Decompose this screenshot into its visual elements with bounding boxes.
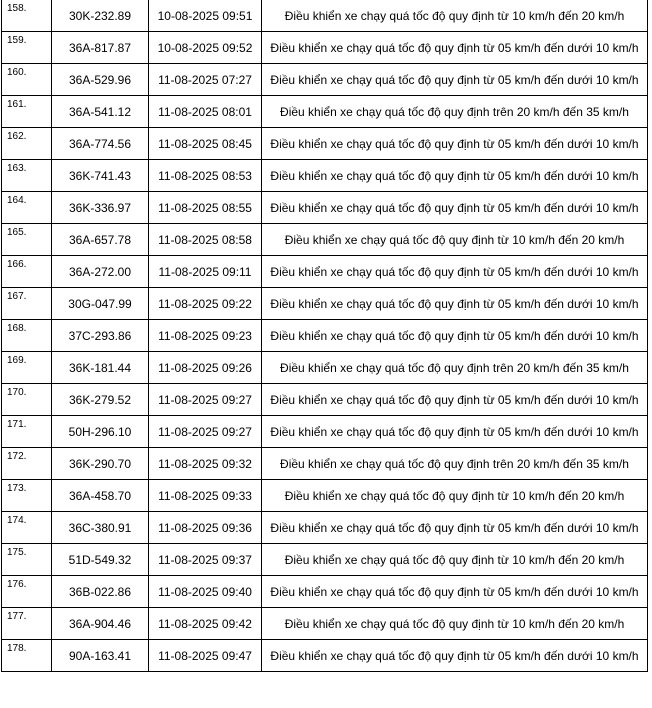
violation-description-cell: Điều khiển xe chạy quá tốc độ quy định từ 05 km/h đến dưới 10 km/h (262, 192, 648, 224)
row-number-cell: 176. (2, 576, 52, 608)
table-row (2, 384, 648, 416)
violations-table-body (2, 0, 648, 672)
violation-time-cell: 11-08-2025 07:27 (149, 64, 262, 96)
row-number-cell: 171. (2, 416, 52, 448)
violation-description-cell: Điều khiển xe chạy quá tốc độ quy định từ 10 km/h đến 20 km/h (262, 544, 648, 576)
violation-time-cell: 11-08-2025 09:40 (149, 576, 262, 608)
violation-description-cell: Điều khiển xe chạy quá tốc độ quy định trên 20 km/h đến 35 km/h (262, 96, 648, 128)
violation-time-cell: 11-08-2025 09:47 (149, 640, 262, 672)
violation-time-cell: 11-08-2025 09:23 (149, 320, 262, 352)
violation-description-cell: Điều khiển xe chạy quá tốc độ quy định từ 05 km/h đến dưới 10 km/h (262, 640, 648, 672)
violation-description-cell: Điều khiển xe chạy quá tốc độ quy định từ 05 km/h đến dưới 10 km/h (262, 256, 648, 288)
row-number-cell: 173. (2, 480, 52, 512)
violation-time-cell: 11-08-2025 08:58 (149, 224, 262, 256)
license-plate-cell: 37C-293.86 (52, 320, 149, 352)
license-plate-cell: 36K-181.44 (52, 352, 149, 384)
row-number-cell: 159. (2, 32, 52, 64)
violation-description-cell: Điều khiển xe chạy quá tốc độ quy định từ 10 km/h đến 20 km/h (262, 608, 648, 640)
violation-time-cell: 11-08-2025 08:55 (149, 192, 262, 224)
row-number-cell: 172. (2, 448, 52, 480)
violation-description-cell: Điều khiển xe chạy quá tốc độ quy định từ 05 km/h đến dưới 10 km/h (262, 384, 648, 416)
license-plate-cell: 36C-380.91 (52, 512, 149, 544)
row-number-cell: 177. (2, 608, 52, 640)
row-number-cell: 175. (2, 544, 52, 576)
table-row (2, 160, 648, 192)
violations-table (1, 0, 648, 672)
violation-description-cell: Điều khiển xe chạy quá tốc độ quy định từ 10 km/h đến 20 km/h (262, 224, 648, 256)
row-number-cell: 158. (2, 0, 52, 32)
table-row (2, 480, 648, 512)
table-row (2, 64, 648, 96)
row-number-cell: 162. (2, 128, 52, 160)
license-plate-cell: 36A-529.96 (52, 64, 149, 96)
license-plate-cell: 36K-279.52 (52, 384, 149, 416)
row-number-cell: 160. (2, 64, 52, 96)
license-plate-cell: 36B-022.86 (52, 576, 149, 608)
license-plate-cell: 51D-549.32 (52, 544, 149, 576)
license-plate-cell: 36A-657.78 (52, 224, 149, 256)
table-row (2, 608, 648, 640)
violation-description-cell: Điều khiển xe chạy quá tốc độ quy định từ 05 km/h đến dưới 10 km/h (262, 32, 648, 64)
violation-time-cell: 11-08-2025 09:26 (149, 352, 262, 384)
license-plate-cell: 90A-163.41 (52, 640, 149, 672)
license-plate-cell: 36A-904.46 (52, 608, 149, 640)
license-plate-cell: 36K-290.70 (52, 448, 149, 480)
violation-description-cell: Điều khiển xe chạy quá tốc độ quy định từ 05 km/h đến dưới 10 km/h (262, 128, 648, 160)
violation-time-cell: 11-08-2025 09:32 (149, 448, 262, 480)
row-number-cell: 178. (2, 640, 52, 672)
license-plate-cell: 36A-458.70 (52, 480, 149, 512)
table-row (2, 288, 648, 320)
violation-time-cell: 11-08-2025 09:42 (149, 608, 262, 640)
violation-time-cell: 11-08-2025 09:11 (149, 256, 262, 288)
table-row (2, 320, 648, 352)
violation-description-cell: Điều khiển xe chạy quá tốc độ quy định trên 20 km/h đến 35 km/h (262, 448, 648, 480)
violation-description-cell: Điều khiển xe chạy quá tốc độ quy định từ 10 km/h đến 20 km/h (262, 0, 648, 32)
license-plate-cell: 36A-817.87 (52, 32, 149, 64)
row-number-cell: 161. (2, 96, 52, 128)
violation-time-cell: 11-08-2025 08:01 (149, 96, 262, 128)
license-plate-cell: 36K-741.43 (52, 160, 149, 192)
row-number-cell: 170. (2, 384, 52, 416)
table-row (2, 448, 648, 480)
violation-time-cell: 11-08-2025 09:22 (149, 288, 262, 320)
row-number-cell: 165. (2, 224, 52, 256)
row-number-cell: 167. (2, 288, 52, 320)
row-number-cell: 166. (2, 256, 52, 288)
table-row (2, 640, 648, 672)
violation-description-cell: Điều khiển xe chạy quá tốc độ quy định từ 05 km/h đến dưới 10 km/h (262, 288, 648, 320)
violation-description-cell: Điều khiển xe chạy quá tốc độ quy định từ 05 km/h đến dưới 10 km/h (262, 64, 648, 96)
table-row (2, 256, 648, 288)
row-number-cell: 174. (2, 512, 52, 544)
table-row (2, 352, 648, 384)
violation-description-cell: Điều khiển xe chạy quá tốc độ quy định từ 05 km/h đến dưới 10 km/h (262, 320, 648, 352)
violation-time-cell: 11-08-2025 09:27 (149, 416, 262, 448)
license-plate-cell: 50H-296.10 (52, 416, 149, 448)
violation-time-cell: 11-08-2025 09:37 (149, 544, 262, 576)
license-plate-cell: 36A-774.56 (52, 128, 149, 160)
row-number-cell: 168. (2, 320, 52, 352)
table-row (2, 192, 648, 224)
table-row (2, 224, 648, 256)
violation-time-cell: 11-08-2025 08:45 (149, 128, 262, 160)
violation-time-cell: 11-08-2025 08:53 (149, 160, 262, 192)
row-number-cell: 164. (2, 192, 52, 224)
license-plate-cell: 36A-541.12 (52, 96, 149, 128)
violation-time-cell: 11-08-2025 09:36 (149, 512, 262, 544)
violation-description-cell: Điều khiển xe chạy quá tốc độ quy định từ 05 km/h đến dưới 10 km/h (262, 160, 648, 192)
license-plate-cell: 36K-336.97 (52, 192, 149, 224)
violation-time-cell: 10-08-2025 09:52 (149, 32, 262, 64)
license-plate-cell: 30G-047.99 (52, 288, 149, 320)
violation-description-cell: Điều khiển xe chạy quá tốc độ quy định từ 05 km/h đến dưới 10 km/h (262, 512, 648, 544)
violation-description-cell: Điều khiển xe chạy quá tốc độ quy định từ 10 km/h đến 20 km/h (262, 480, 648, 512)
violation-time-cell: 10-08-2025 09:51 (149, 0, 262, 32)
row-number-cell: 163. (2, 160, 52, 192)
table-row (2, 512, 648, 544)
row-number-cell: 169. (2, 352, 52, 384)
table-row (2, 544, 648, 576)
violation-time-cell: 11-08-2025 09:27 (149, 384, 262, 416)
table-row (2, 0, 648, 32)
violation-description-cell: Điều khiển xe chạy quá tốc độ quy định từ 05 km/h đến dưới 10 km/h (262, 576, 648, 608)
table-row (2, 416, 648, 448)
license-plate-cell: 36A-272.00 (52, 256, 149, 288)
table-row (2, 96, 648, 128)
table-row (2, 576, 648, 608)
license-plate-cell: 30K-232.89 (52, 0, 149, 32)
violation-description-cell: Điều khiển xe chạy quá tốc độ quy định từ 05 km/h đến dưới 10 km/h (262, 416, 648, 448)
violation-description-cell: Điều khiển xe chạy quá tốc độ quy định trên 20 km/h đến 35 km/h (262, 352, 648, 384)
table-row (2, 128, 648, 160)
table-row (2, 32, 648, 64)
violation-time-cell: 11-08-2025 09:33 (149, 480, 262, 512)
